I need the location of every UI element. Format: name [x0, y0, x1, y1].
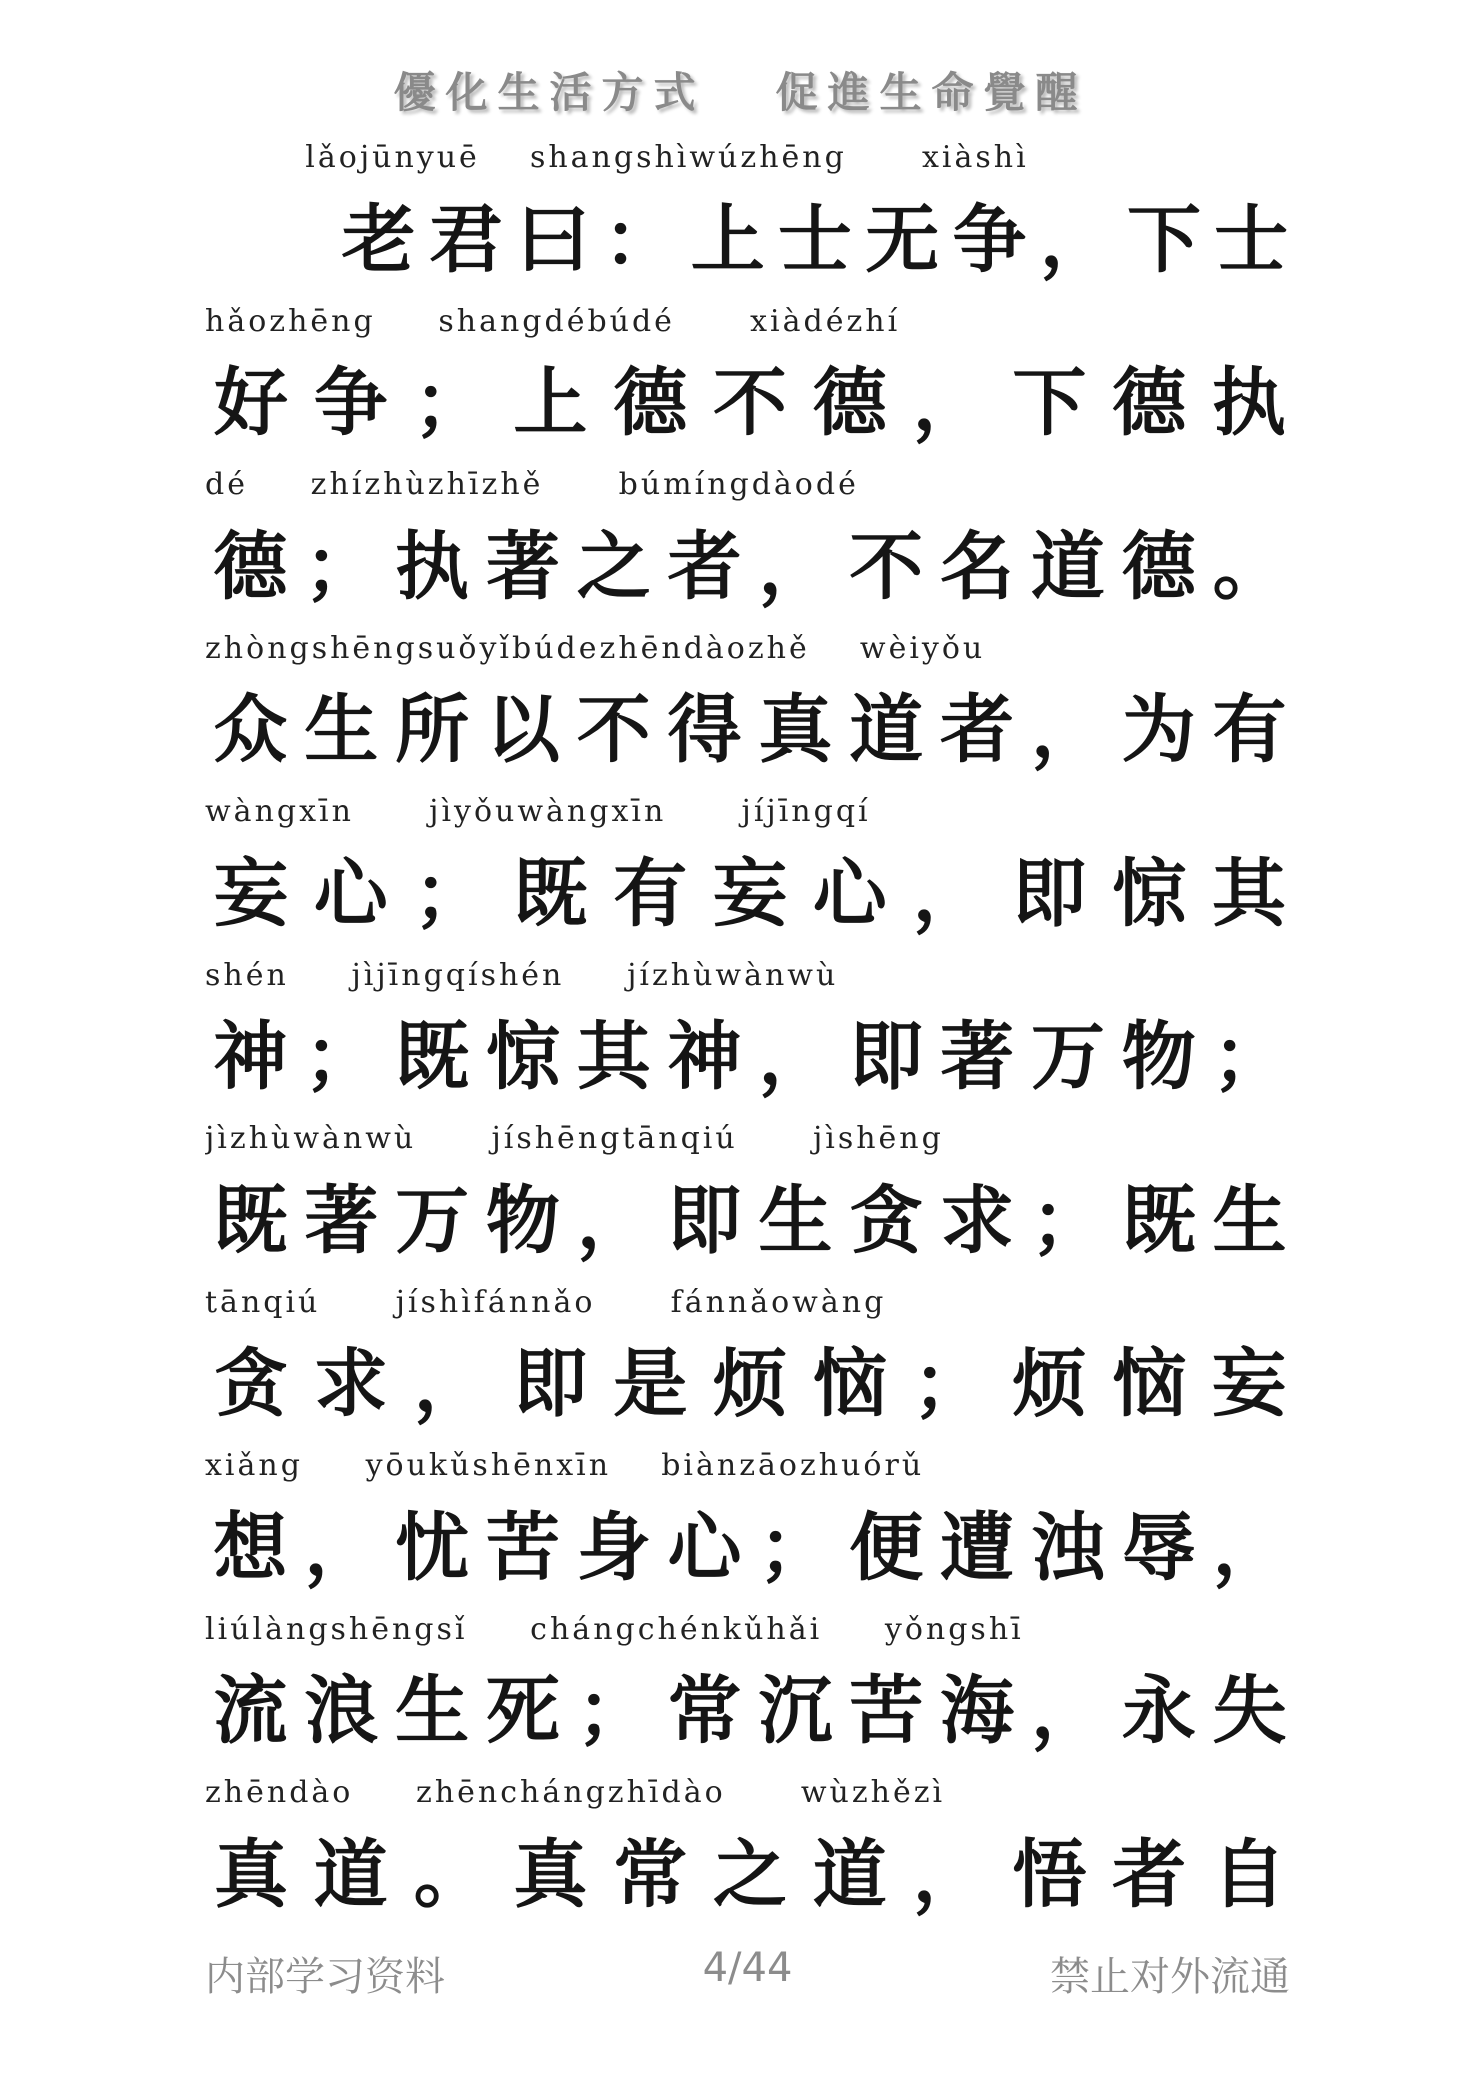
- hanzi-char: 生: [758, 1177, 833, 1264]
- hanzi-char: 者: [1112, 1831, 1187, 1918]
- hanzi-char: ，: [912, 850, 987, 937]
- hanzi-char: ；: [1030, 1177, 1105, 1264]
- hanzi-char: 万: [395, 1177, 470, 1264]
- header-right: 促進生命覺醒: [775, 68, 1088, 117]
- hanzi-char: 常: [613, 1831, 688, 1918]
- hanzi-char: 其: [1211, 850, 1286, 937]
- hanzi-char: 既: [395, 1014, 470, 1100]
- hanzi-char: 物: [485, 1177, 560, 1264]
- pinyin-line: tānqiú jíshìfánnǎo fánnǎowàng: [205, 1284, 887, 1320]
- hanzi-char: 争: [952, 196, 1027, 283]
- page-footer: [205, 1945, 1290, 2002]
- hanzi-char: 以: [485, 687, 560, 773]
- hanzi-char: 苦: [485, 1504, 560, 1591]
- hanzi-char: 忧: [395, 1504, 470, 1591]
- hanzi-char: 既: [513, 850, 588, 937]
- hanzi-line: [205, 1159, 1295, 1282]
- hanzi-char: ；: [1212, 1014, 1287, 1100]
- hanzi-char: 之: [712, 1831, 787, 1918]
- hanzi-char: 众: [213, 687, 288, 773]
- hanzi-char: ；: [304, 523, 379, 610]
- hanzi-char: 名: [940, 523, 1015, 610]
- hanzi-char: ；: [758, 1504, 833, 1591]
- hanzi-char: 有: [1212, 687, 1287, 773]
- hanzi-line: [205, 342, 1295, 465]
- hanzi-char: ；: [413, 360, 488, 446]
- text-line: [205, 792, 1295, 956]
- hanzi-char: ；: [576, 1668, 651, 1754]
- hanzi-char: ，: [304, 1504, 379, 1591]
- hanzi-char: 执: [395, 523, 470, 610]
- pinyin-line: lǎojūnyuē shangshìwúzhēng xiàshì: [205, 140, 1029, 175]
- hanzi-char: 德: [213, 523, 288, 610]
- pinyin-line: hǎozhēng shangdébúdé xiàdézhí: [205, 303, 901, 339]
- hanzi-line: [205, 996, 1295, 1119]
- hanzi-char: 德: [613, 360, 688, 446]
- hanzi-char: ，: [758, 1014, 833, 1100]
- hanzi-char: 上: [690, 196, 765, 283]
- hanzi-char: 道: [1030, 523, 1105, 610]
- hanzi-char: 便: [849, 1504, 924, 1591]
- hanzi-char: 浪: [304, 1668, 379, 1754]
- text-line: [205, 1610, 1295, 1774]
- hanzi-char: ：: [603, 196, 678, 283]
- hanzi-char: 执: [1211, 360, 1286, 446]
- hanzi-line: [205, 832, 1295, 955]
- hanzi-char: 万: [1030, 1014, 1105, 1100]
- hanzi-char: 者: [667, 523, 742, 610]
- hanzi-char: ，: [576, 1177, 651, 1264]
- hanzi-char: 烦: [1012, 1341, 1087, 1427]
- page-header: [0, 60, 1481, 120]
- hanzi-char: 真: [513, 1831, 588, 1918]
- hanzi-char: ；: [912, 1341, 987, 1427]
- hanzi-char: 争: [313, 360, 388, 446]
- hanzi-line: [205, 1486, 1295, 1609]
- hanzi-char: 贪: [849, 1177, 924, 1264]
- hanzi-char: 得: [667, 687, 742, 773]
- hanzi-char: 士: [777, 196, 852, 283]
- pinyin-line: zhēndào zhēnchángzhīdào wùzhězì: [205, 1775, 946, 1810]
- hanzi-char: 著: [485, 523, 560, 610]
- hanzi-char: ，: [1039, 196, 1114, 283]
- hanzi-char: 真: [214, 1831, 288, 1918]
- text-line: [205, 1773, 1295, 1937]
- footer-right: 禁止对外流通: [1049, 1954, 1290, 2000]
- hanzi-char: 上: [513, 360, 588, 446]
- hanzi-char: 常: [667, 1668, 742, 1754]
- header-left: 優化生活方式: [393, 68, 706, 117]
- hanzi-char: 所: [395, 687, 470, 773]
- hanzi-char: 好: [214, 360, 288, 446]
- hanzi-line: [205, 1323, 1295, 1446]
- hanzi-line: [205, 1650, 1295, 1773]
- footer-left: 内部学习资料: [205, 1954, 445, 2000]
- hanzi-char: 下: [1012, 360, 1087, 446]
- hanzi-char: 曰: [516, 196, 591, 283]
- hanzi-line: [205, 1813, 1295, 1936]
- hanzi-char: 即: [849, 1014, 924, 1100]
- pinyin-line: wàngxīn jìyǒuwàngxīn jíjīngqí: [205, 794, 871, 829]
- hanzi-char: 老: [341, 196, 416, 283]
- hanzi-char: 道: [313, 1831, 388, 1918]
- hanzi-char: 神: [667, 1014, 742, 1100]
- pinyin-line: shén jìjīngqíshén jízhùwànwù: [205, 957, 839, 993]
- hanzi-char: 生: [1212, 1177, 1287, 1264]
- hanzi-char: 想: [213, 1504, 288, 1591]
- text-line: [205, 465, 1295, 629]
- hanzi-char: 流: [213, 1668, 288, 1754]
- text-line: [205, 302, 1295, 466]
- hanzi-line: [205, 178, 1295, 301]
- hanzi-char: 苦: [849, 1668, 924, 1754]
- hanzi-char: 。: [1212, 523, 1287, 610]
- hanzi-char: 著: [940, 1014, 1015, 1100]
- pinyin-line: liúlàngshēngsǐ chángchénkǔhǎi yǒngshī: [205, 1611, 1024, 1647]
- hanzi-char: 德: [1112, 360, 1187, 446]
- hanzi-char: 之: [576, 523, 651, 610]
- hanzi-char: 生: [395, 1668, 470, 1754]
- text-body: [205, 138, 1295, 1937]
- hanzi-char: 其: [576, 1014, 651, 1100]
- hanzi-char: 惊: [1112, 850, 1187, 937]
- hanzi-char: ，: [413, 1341, 488, 1427]
- hanzi-char: 辱: [1121, 1504, 1196, 1591]
- hanzi-char: 心: [313, 850, 388, 937]
- hanzi-char: 恼: [812, 1341, 887, 1427]
- hanzi-char: 妄: [214, 850, 288, 937]
- hanzi-char: 为: [1121, 687, 1196, 773]
- hanzi-char: 恼: [1112, 1341, 1187, 1427]
- hanzi-char: 君: [428, 196, 503, 283]
- hanzi-char: 不: [849, 523, 924, 610]
- hanzi-char: ，: [758, 523, 833, 610]
- hanzi-char: 生: [304, 687, 379, 773]
- text-line: [205, 1446, 1295, 1610]
- pinyin-line: zhòngshēngsuǒyǐbúdezhēndàozhě wèiyǒu: [205, 630, 986, 666]
- hanzi-char: 烦: [712, 1341, 787, 1427]
- hanzi-char: 求: [940, 1177, 1015, 1264]
- hanzi-char: 真: [758, 687, 833, 773]
- hanzi-char: 惊: [485, 1014, 560, 1100]
- hanzi-char: 妄: [712, 850, 787, 937]
- hanzi-char: 德: [812, 360, 887, 446]
- text-line: [205, 1119, 1295, 1283]
- hanzi-char: 道: [812, 1831, 887, 1918]
- text-line: [205, 138, 1295, 302]
- hanzi-char: ，: [1030, 687, 1105, 773]
- hanzi-char: 即: [1012, 850, 1087, 937]
- hanzi-char: 道: [849, 687, 924, 773]
- hanzi-char: 既: [1121, 1177, 1196, 1264]
- hanzi-char: ，: [912, 360, 987, 446]
- text-line: [205, 629, 1295, 793]
- hanzi-char: 身: [576, 1504, 651, 1591]
- hanzi-char: 海: [940, 1668, 1015, 1754]
- hanzi-char: ，: [1212, 1504, 1287, 1591]
- hanzi-char: 是: [613, 1341, 688, 1427]
- hanzi-char: 神: [213, 1014, 288, 1100]
- hanzi-char: 贪: [214, 1341, 288, 1427]
- hanzi-char: 不: [712, 360, 787, 446]
- hanzi-char: 悟: [1012, 1831, 1087, 1918]
- hanzi-char: ，: [1030, 1668, 1105, 1754]
- hanzi-char: 死: [485, 1668, 560, 1754]
- text-line: [205, 1283, 1295, 1447]
- hanzi-line: [205, 669, 1295, 792]
- hanzi-char: 。: [413, 1831, 488, 1918]
- pinyin-line: jìzhùwànwù jíshēngtānqiú jìshēng: [205, 1121, 944, 1156]
- text-line: [205, 956, 1295, 1120]
- hanzi-char: ，: [912, 1831, 987, 1918]
- hanzi-char: 永: [1121, 1668, 1196, 1754]
- pinyin-line: dé zhízhùzhīzhě búmíngdàodé: [205, 467, 859, 502]
- hanzi-char: 心: [812, 850, 887, 937]
- hanzi-char: 自: [1211, 1831, 1286, 1918]
- hanzi-char: 著: [304, 1177, 379, 1264]
- hanzi-char: 无: [865, 196, 940, 283]
- hanzi-char: ；: [304, 1014, 379, 1100]
- hanzi-char: 德: [1121, 523, 1196, 610]
- hanzi-char: 即: [667, 1177, 742, 1264]
- hanzi-char: 士: [1214, 196, 1289, 283]
- hanzi-char: 求: [313, 1341, 388, 1427]
- hanzi-char: 既: [213, 1177, 288, 1264]
- hanzi-char: 沉: [758, 1668, 833, 1754]
- hanzi-char: 妄: [1211, 1341, 1286, 1427]
- hanzi-char: 有: [613, 850, 688, 937]
- hanzi-char: 者: [940, 687, 1015, 773]
- hanzi-char: 不: [576, 687, 651, 773]
- page-number: 4/44: [702, 1945, 793, 1991]
- hanzi-char: 心: [667, 1504, 742, 1591]
- hanzi-line: [205, 505, 1295, 628]
- hanzi-char: 即: [513, 1341, 588, 1427]
- hanzi-char: 失: [1212, 1668, 1287, 1754]
- hanzi-char: 下: [1127, 196, 1202, 283]
- hanzi-char: ；: [413, 850, 488, 937]
- hanzi-char: 浊: [1030, 1504, 1105, 1591]
- pinyin-line: xiǎng yōukǔshēnxīn biànzāozhuórǔ: [205, 1448, 925, 1483]
- hanzi-char: 遭: [940, 1504, 1015, 1591]
- hanzi-char: 物: [1121, 1014, 1196, 1100]
